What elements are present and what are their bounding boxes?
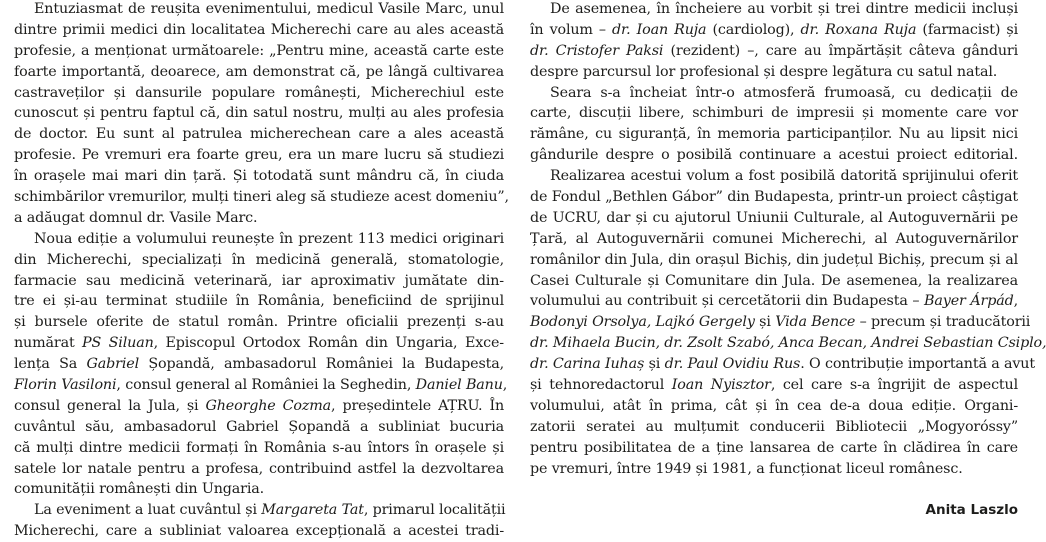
text-segment: Noua ediție a volumului reunește în prezent 113 medici originari — [34, 230, 504, 247]
text-segment: gândurile despre o posibilă continuare a acestui proiect editorial. — [530, 147, 1018, 164]
italic-text-segment: Gabriel — [86, 356, 140, 373]
text-segment: cunoscut și pentru faptul că, din satul nostru, mulți au ales profesia — [14, 105, 504, 122]
text-segment: volumului au contribuit și cercetătorii din Budapesta – — [530, 293, 925, 310]
text-line — [14, 438, 504, 459]
text-line — [14, 124, 504, 145]
text-segment: tre ei și-au terminat studiile în România, beneficiind de sprijinul — [14, 293, 504, 310]
text-line — [530, 459, 1018, 480]
text-segment: farmacie sau medicină veterinară, iar aproximativ jumătate din- — [14, 272, 504, 289]
text-line — [530, 333, 1046, 354]
text-segment: Entuziasmat de reușita evenimentului, medicul Vasile Marc, unul — [34, 1, 504, 17]
text-line — [530, 208, 1018, 229]
text-segment: Casei Culturale și Comunitare din Jula. De asemenea, la realizarea — [530, 272, 1018, 289]
text-segment: dintre primii medici din localitatea Micherechi care au ales această — [14, 21, 504, 38]
text-segment: La eveniment a luat cuvântul și — [34, 502, 262, 519]
text-line — [530, 438, 1018, 459]
text-line — [14, 312, 504, 333]
text-segment: satele lor natale pentru a profesa, contribuind astfel la dezvoltarea — [14, 460, 504, 477]
text-segment: din Micherechi, specializați în medicină generală, stomatologie, — [14, 251, 504, 268]
text-segment: de Fondul „Bethlen Gábor” din Budapesta, printr-un proiect câștigat — [530, 189, 1018, 206]
text-segment: comunității românești din Ungaria. — [14, 481, 265, 498]
italic-text-segment: dr. Mihaela Bucin, dr. Zsolt Szabó, Anca Becan, Andrei Sebastian Csiplo, — [530, 335, 1046, 352]
italic-text-segment: Vida Bence — [775, 314, 856, 331]
text-segment: , președintele AȚRU. În — [331, 397, 504, 414]
italic-text-segment: Ioan Nyisztor — [671, 377, 771, 394]
text-segment: carte, discuții libere, schimburi de impresii și momente care vor — [530, 105, 1018, 122]
text-segment: , Episcopul Ortodox Român din Ungaria, Exce- — [153, 335, 504, 352]
text-segment: , primarul localității — [363, 502, 506, 519]
text-line — [14, 417, 504, 438]
italic-text-segment: Daniel Banu — [415, 377, 503, 394]
text-line — [530, 83, 1018, 104]
text-segment: , — [502, 377, 508, 394]
text-line — [14, 229, 504, 250]
text-line — [530, 250, 1018, 271]
italic-text-segment: Gheorghe Cozma — [205, 397, 332, 414]
text-segment: (rezident) –, care au împărtășit câteva gânduri — [663, 42, 1018, 59]
text-segment: zatorii seratei au mulțumit conducerii Bibliotecii „Mogyoróssy” — [530, 418, 1018, 435]
text-line — [14, 521, 504, 542]
italic-text-segment: dr. Cristofer Paksi — [530, 42, 664, 59]
text-segment: a adăugat domnul dr. Vasile Marc. — [14, 209, 258, 226]
text-segment: Seara s-a încheiat într-o atmosferă frumoasă, cu dedicații de — [550, 84, 1018, 101]
text-line — [14, 396, 504, 417]
text-line — [530, 396, 1018, 417]
text-segment: (farmacist) și — [916, 21, 1019, 38]
text-segment: Micherechi, care a subliniat valoarea excepțională a acestei tradi- — [14, 523, 504, 540]
text-segment: cuvântul său, ambasadorul Gabriel Șopandă a subliniat bucuria — [14, 418, 504, 435]
text-line — [530, 187, 1018, 208]
text-line — [14, 333, 504, 354]
text-segment: Realizarea acestui volum a fost posibilă datorită sprijinului oferit — [550, 168, 1018, 185]
text-line — [14, 83, 504, 104]
italic-text-segment: dr. Paul Ovidiu Rus — [664, 356, 801, 373]
text-segment: de doctor. Eu sunt al patrulea micherechean care a ales această — [14, 126, 504, 143]
text-line — [14, 166, 504, 187]
text-line — [14, 500, 504, 521]
text-segment: și tehnoredactorul — [530, 377, 672, 394]
text-line — [530, 166, 1018, 187]
text-line — [14, 145, 504, 166]
text-segment: profesie. Pe vremuri era foarte greu, era un mare lucru să studiezi — [14, 147, 504, 164]
text-line — [14, 271, 504, 292]
text-line — [14, 291, 504, 312]
text-line — [530, 291, 1018, 312]
text-segment: foarte importantă, deoarece, am demonstrat că, pe lângă cultivarea — [14, 63, 504, 80]
left-text-column — [14, 0, 509, 542]
text-line — [530, 103, 1018, 124]
text-segment: românilor din Jula, din orașul Bichiș, din județul Bichiș, precum și al — [530, 251, 1018, 268]
text-segment: despre parcursul lor profesional și despre legătura cu satul natal. — [530, 63, 998, 80]
text-line — [14, 354, 504, 375]
text-segment: , cel care s-a îngrijit de aspectul — [770, 377, 1018, 394]
text-segment: profesie, a menționat următoarele: „Pentru mine, această carte este — [14, 42, 504, 59]
text-line — [14, 250, 504, 271]
italic-text-segment: Bayer Árpád — [924, 293, 1014, 310]
text-line — [14, 459, 504, 480]
text-segment: (cardiolog), — [706, 21, 801, 38]
text-segment: Țară, al Autoguvernării comunei Micherechi, al Autoguvernărilor — [530, 230, 1018, 247]
text-line — [14, 0, 504, 20]
text-line — [530, 312, 1031, 333]
italic-text-segment: dr. Carina Iuhaș — [530, 356, 645, 373]
text-segment: pentru posibilitatea de a ține lansarea de carte în clădirea în care — [530, 439, 1018, 456]
text-line — [530, 145, 1018, 166]
text-line — [14, 20, 504, 41]
text-segment: și bursele oferite de statul român. Printre oficialii prezenți s-au — [14, 314, 504, 331]
text-line — [530, 375, 1018, 396]
italic-text-segment: PS Siluan — [82, 335, 154, 352]
text-segment: lența Sa — [14, 356, 87, 373]
text-line — [14, 208, 504, 229]
text-line — [530, 62, 1018, 83]
text-segment: că mulți dintre medicii formați în România s-au întors în orașele și — [14, 439, 504, 456]
author-signature: Anita Laszlo — [925, 502, 1018, 518]
text-segment: și — [644, 356, 665, 373]
italic-text-segment: dr. Ioan Ruja — [612, 21, 707, 38]
text-line — [14, 62, 504, 83]
text-segment: rămâne, cu siguranță, în memoria participanților. Nu au lipsit nici — [530, 126, 1018, 143]
italic-text-segment: Florin Vasiloni — [14, 377, 117, 394]
text-line — [530, 41, 1018, 62]
text-line — [14, 479, 504, 500]
text-line — [530, 124, 1018, 145]
text-segment: , consul general al României la Seghedin, — [116, 377, 416, 394]
text-segment: consul general la Jula, și — [14, 397, 206, 414]
text-segment: volumului, atât în prima, cât și în cea de-a doua ediție. Organi- — [530, 397, 1018, 414]
text-line — [530, 354, 1035, 375]
text-line — [530, 271, 1018, 292]
text-line — [530, 229, 1018, 250]
text-line — [14, 187, 509, 208]
text-segment: Șopandă, ambasadorul României la Budapesta, — [139, 356, 504, 373]
italic-text-segment: Bodonyi Orsolya, Lajkó Gergely — [530, 314, 755, 331]
text-segment: , — [1013, 293, 1018, 310]
text-line — [530, 20, 1018, 41]
text-line — [530, 0, 1018, 20]
text-segment: în volum – — [530, 21, 613, 38]
text-segment: de UCRU, dar și cu ajutorul Uniunii Culturale, al Autoguvernării pe — [530, 209, 1018, 226]
text-line — [530, 417, 1018, 438]
text-segment: pe vremuri, între 1949 și 1981, a funcționat liceul românesc. — [530, 460, 963, 477]
text-line — [14, 375, 508, 396]
text-segment: și — [754, 314, 776, 331]
text-segment: schimbărilor vremurilor, mulți tineri aleg să studieze acest domeniu”, — [14, 189, 509, 206]
right-text-column — [530, 0, 1046, 479]
text-segment: numărat — [14, 335, 83, 352]
text-segment: . O contribuție importantă a avut — [800, 356, 1035, 373]
text-line — [14, 103, 504, 124]
italic-text-segment: Margareta Tat — [261, 502, 364, 519]
text-segment: De asemenea, în încheiere au vorbit și trei dintre medicii incluși — [550, 1, 1018, 17]
italic-text-segment: dr. Roxana Ruja — [800, 21, 917, 38]
text-segment: – precum și traducătorii — [855, 314, 1031, 331]
text-line — [14, 41, 504, 62]
text-segment: castraveților și dansurile populare românești, Micherechiul este — [14, 84, 504, 101]
text-segment: în orașele mai mari din țară. Și totodată sunt mândru că, în ciuda — [14, 168, 504, 185]
